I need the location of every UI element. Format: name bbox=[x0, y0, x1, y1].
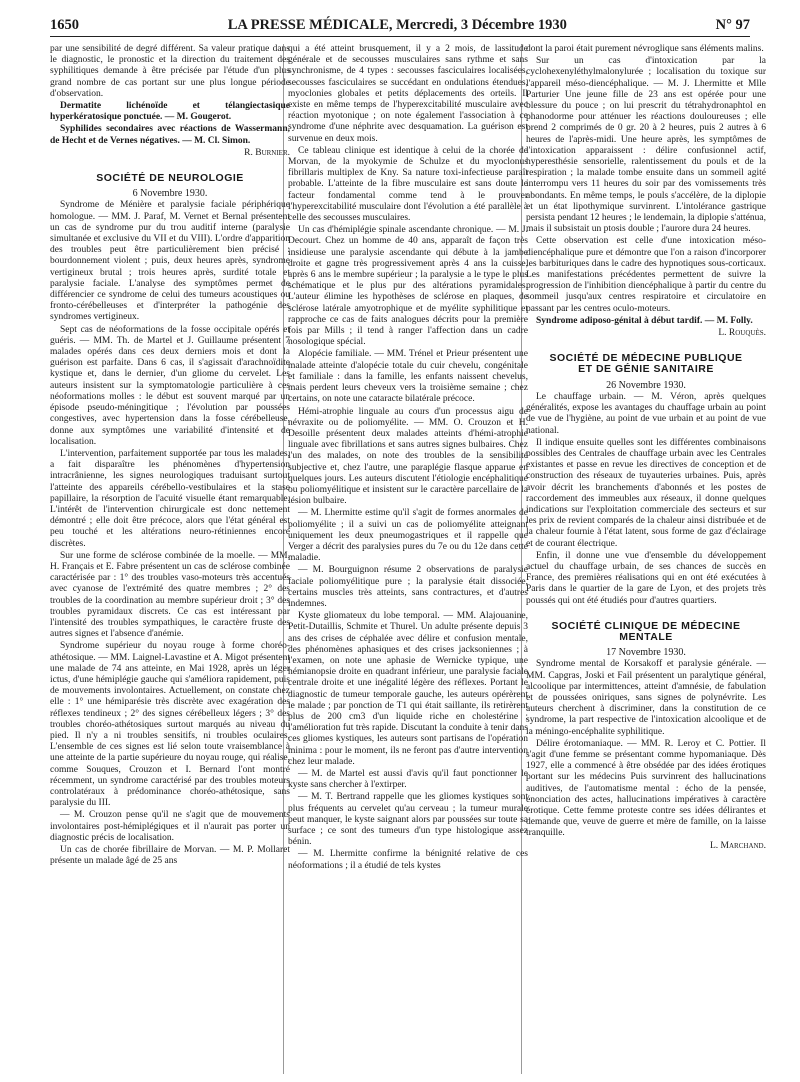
section-date: 26 Novembre 1930. bbox=[606, 379, 686, 391]
paragraph: Le chauffage urbain. — M. Véron, après quelques généralités, expose les avantages du chauffage urbain au point de vue de l'hygiène, au point de vue urbain et au point de vue national. bbox=[526, 391, 766, 436]
paragraph: Cette observation est celle d'une intoxication méso-diencéphalique pure et démontre que l'on a raison d'incorporer les barbituriques dans le cadre des hypnotiques sous-corticaux. Les manifestations précédentes permettent de suivre la progression de l'inhibition diencéphalique à partir du centre du sommeil jusqu'aux centres respiratoire et circulatoire en passant par les centres oculo-moteurs. bbox=[526, 236, 766, 314]
page-number: 1650 bbox=[50, 17, 79, 33]
paragraph: — M. Lhermitte confirme la bénignité relative de ces néoformations ; il a étudié de tels kystes bbox=[288, 849, 528, 871]
section-title-text: SOCIÉTÉ DE NEUROLOGIE bbox=[96, 172, 244, 185]
paragraph: Sur un cas d'intoxication par la cyclohexenyléthylmalonylurée ; localisation du toxique sur l'appareil méso-diencéphalique. — M. J. Lhermitte et Mlle Parturier Une jeune fille de 23 ans est opérée pour une blessure du pouce ; on lui prescrit du tétrahydronaphtol en phanodorme pour atténuer les réactions douloureuses ; elle prend 2 comprimés de 0 gr. 20 à 2 heures, puis 2 autres à 6 heures de l'après-midi. Une heure après, les symptômes de l'intoxication apparaissent : délire confusionnel actif, hyperesthésie sensorielle, ralentissement du pouls et de la respiration ; la malade tombe ensuite dans un sommeil agité interrompu vers 11 heures du soir par des vomissements très abondants. En même temps, le pouls s'accélère, de la diplopie et un état lipothymique survinrent. L'intolérance gastrique persista pendant 12 heures ; le lendemain, la diplopie s'atténua, mais il subsistait un ptosis double ; l'aurore dura 24 heures. bbox=[526, 56, 766, 235]
paragraph: Ce tableau clinique est identique à celui de la chorée de Morvan, de la myokymie de Schulze et du myoclonus fibrillaris multiplex de Kny. Sa nature toxi-infectieuse paraît probable. L'atteinte de la fibre musculaire est sans doute le facteur fondamental comme tend à le prouver l'hyperexcitabilité musculaire dont l'évolution a été parallèle à celle des secousses musculaires. bbox=[288, 145, 528, 224]
signature: R. Burnier. bbox=[244, 147, 290, 158]
paragraph: Syndrome mental de Korsakoff et paralysie générale. — MM. Capgras, Joski et Fail présentent un paralytique général, alcoolique par intermittences, atteint d'amnésie, de fabulation et de poussées oniriques, sans signes de polynévrite. Les auteurs cherchent à discriminer, dans la constitution de ce syndrome, la part respective de l'intoxication alcoolique et de la méningo-encéphalite syphilitique. bbox=[526, 659, 766, 737]
paragraph: Dermatite lichénoïde et télangiectasique hyperkératosique ponctuée. — M. Gougerot. bbox=[50, 101, 290, 123]
paragraph: Sept cas de néoformations de la fosse occipitale opérés et guéris. — MM. Th. de Martel et J. Guillaume présentent 7 malades opérés dans ces deux derniers mois et dont la guérison est parfaite. Dans 6 cas, il s'agissait d'arachnoïdite kystique et, dans le dernier, d'un gliome du cervelet. Les auteurs insistent sur la symptomatologie particulière à ces néoformations molles : le début est souvent marqué par un épisode pseudo-méningitique ; l'évolution par poussées congestives, avec hypertension dans la fosse cérébelleuse, donne aux symptômes une variabilité d'intensité et de localisation. bbox=[50, 324, 290, 447]
column-3 bbox=[526, 44, 766, 1074]
issue-number: N° 97 bbox=[715, 17, 750, 33]
paragraph: — M. Crouzon pense qu'il ne s'agit que de mouvements involontaires post-hémiplégiques et il n'aurait pas porter un diagnostic précis de localisation. bbox=[50, 810, 290, 843]
page-header bbox=[50, 10, 750, 37]
paragraph: par une sensibilité de degré différent. Sa valeur pratique dans le diagnostic, le pronostic et la direction du traitement des syphilitiques demande à être précisée par l'étude d'un plus grand nombre de cas portant sur une plus longue période d'observation. bbox=[50, 44, 290, 99]
paragraph: — M. Lhermitte estime qu'il s'agit de formes anormales de poliomyélite ; il a suivi un cas de poliomyélite atteignant uniquement les deux pneumogastriques et il rappelle que Verger a décrit des paralysies pures du 7e ou du 12e dans cette maladie. bbox=[288, 508, 528, 564]
section-title-text: SOCIÉTÉ CLINIQUE DE MÉDECINE MENTALE bbox=[551, 619, 741, 643]
signature: L. Rouquès. bbox=[718, 328, 766, 339]
paragraph: Syndrome supérieur du noyau rouge à forme choréo-athétosique. — MM. Laignel-Lavastine et A. Migot présentent une malade de 74 ans atteinte, en Mai 1928, après un léger ictus, d'une hémiplégie gauche qui s'améliora rapidement, puis de mouvements involontaires. Actuellement, on constate chez elle : 1° une hémiparésie très discrète avec exagération des réflexes tendineux ; 2° des signes cérébelleux légers ; 3° des troubles choréo-athétosiques surtout marqués au niveau du pied. Il n'y a ni troubles sensitifs, ni troubles oculaires. L'ensemble de ces signes est lié selon toute vraisemblance à une atteinte de la partie supérieure du noyau rouge, qui réalise, comme Souques, Crouzon et I. Bernard l'ont montré récemment, un syndrome caractérisé par des troubles moteurs controlatéraux à prédominance choréo-athétosique, sans paralysie du III. bbox=[50, 641, 290, 809]
section-title bbox=[526, 621, 766, 643]
column-2 bbox=[288, 44, 528, 1074]
section-title-line: ET DE GÉNIE SANITAIRE bbox=[578, 363, 714, 376]
paragraph: Hémi-atrophie linguale au cours d'un processus aigu de névraxite ou de poliomyélite. — MM. O. Crouzon et H. Desoille présentent deux malades atteints d'hémi-atrophie linguale avec fibrillations et sans autres signes bulbaires. Chez l'un des malades, on note des troubles de la sensibilité subjective et, chez l'autre, une paraplégie flasque apparue en quelques jours. Les auteurs discutent l'étiologie encéphalitique ou poliomyélitique et insistent sur le caractère parcellaire de la lésion bulbaire. bbox=[288, 406, 528, 507]
paragraph: Un cas de chorée fibrillaire de Morvan. — M. P. Mollaret présente un malade âgé de 25 ans bbox=[50, 845, 290, 867]
section-date: 17 Novembre 1930. bbox=[606, 647, 686, 659]
section-title-line: SOCIÉTÉ DE MÉDECINE PUBLIQUE bbox=[549, 352, 743, 365]
column-1 bbox=[50, 44, 290, 1074]
signature: L. Marchand. bbox=[710, 840, 766, 851]
paragraph: — M. T. Bertrand rappelle que les gliomes kystiques sont plus fréquents au cervelet qu'au cerveau ; la tumeur murale peut manquer, le kyste saignant alors par poussées sur toute sa surface ; ce sont des tumeurs d'un type histologique assez bénin. bbox=[288, 792, 528, 848]
paragraph: Syndrome de Ménière et paralysie faciale périphérique homologue. — MM. J. Paraf, M. Vernet et Bernal présentent un cas de syndrome pur du trou auditif interne (paralysie simultanée et exclusive du VII et du VIII). L'ordre d'apparition des troubles peut être particulièrement bien précisé : bourdonnement violent ; puis, deux heures après, syndrome vertigineux brutal ; trois heures après, surdité totale et paralysie faciale. L'analyse des symptômes permet de différencier ce syndrome de celui des tumeurs acoustiques ou fronto-cérébelleuses et d'interpréter la pathogénie des syndromes vertigineux. bbox=[50, 200, 290, 323]
paragraph: Délire érotomaniaque. — MM. R. Leroy et C. Pottier. Il s'agit d'une femme se présentant comme hypomaniaque. Dès 1927, elle a commencé à être obsédée par des idées érotiques portant sur les médecins Puis survinrent des hallucinations auditives, de l'automatisme mental : écho de la pensée, énonciation des actes, hallucinations impératives à caractère érotique. Cette femme proteste contre ses idées délirantes et demande que, veuve de guerre et mère de famille, on la laisse tranquille. bbox=[526, 738, 766, 839]
section-date: 6 Novembre 1930. bbox=[132, 188, 208, 200]
paragraph: Enfin, il donne une vue d'ensemble du développement actuel du chauffage urbain, de ses chances de succès en France, des premières réalisations qui en ont été exécutées à Paris dans le quartier de la gare de Lyon, et des projets très poussés qui ont été étudiés pour d'autres quartiers. bbox=[526, 550, 766, 606]
paragraph: qui a été atteint brusquement, il y a 2 mois, de lassitude générale et de secousses musculaires sans rythme et sans synchronisme, de 4 types : secousses fasciculaires localisées, secousses fasciculaires se succédant en ondulations étendues, myoclonies globales et petits déplacements des orteils. Il existe en même temps de l'hyperexcitabilité musculaire avec réaction myotonique ; on note également l'association à ce syndrome d'une néphrite avec desquamation. La guérison est survenue en deux mois. bbox=[288, 44, 528, 144]
paragraph: Sur une forme de sclérose combinée de la moelle. — MM. H. Français et E. Fabre présentent un cas de sclérose combinée caractérisée par : 1° des troubles vaso-moteurs très accentués avec cyanose de l'extrémité des quatre membres ; 2° des troubles de la coordination au membre supérieur droit ; 3° des troubles pyramidaux discrets. Ce cas est intéressant par l'intensité des troubles sympathiques, le caractère fruste des autres signes et l'absence d'anémie. bbox=[50, 550, 290, 640]
paragraph: L'intervention, parfaitement supportée par tous les malades, a fait disparaître les phénomènes d'hypertension intracrânienne, les signes neurologiques traduisant surtout l'atteinte des appareils cérébello-vestibulaires et la stase papillaire, la résorption de l'acuité visuelle étant remarquable. L'intérêt de l'intervention chirurgicale est donc nettement démontré ; elle doit être précoce, alors que l'état général est peu touché et les altérations neuro-rétiniennes encore discrètes. bbox=[50, 448, 290, 549]
paragraph: Syndrome adiposo-génital à début tardif. — M. Folly. bbox=[536, 315, 753, 326]
section-title bbox=[526, 353, 766, 375]
section-title bbox=[50, 173, 290, 184]
paragraph: Syphilides secondaires avec réactions de Wassermann, de Hecht et de Vernes négatives. — M. Cl. Simon. bbox=[50, 124, 290, 146]
paragraph: — M. de Martel est aussi d'avis qu'il faut ponctionner le kyste sans chercher à l'extirper. bbox=[288, 769, 528, 791]
paragraph: — M. Bourguignon résume 2 observations de paralysie faciale poliomyélitique pure ; la paralysie était dissociée, certains muscles très atteints, sans contractures, et d'autres indemnes. bbox=[288, 565, 528, 609]
paragraph: Un cas d'hémiplégie spinale ascendante chronique. — M. J. Decourt. Chez un homme de 40 ans, apparaît de façon très insidieuse une paralysie ascendante qui débute à la jambe droite et gagne très progressivement après 4 ans la cuisse, après 6 ans le membre supérieur ; la paralysie a le type le plus schématique et le plus pur des altérations pyramidales. L'auteur élimine les hypothèses de sclérose en plaques, de sclérose latérale amyotrophique et de myélite syphilitique et rapproche ce cas de faits analogues décrits pour la première fois par Mills ; il tend à ranger l'affection dans un cadre nosologique spécial. bbox=[288, 225, 528, 348]
paragraph: dont la paroi était purement névroglique sans éléments malins. bbox=[526, 44, 764, 54]
journal-title: LA PRESSE MÉDICALE, Mercredi, 3 Décembre 1930 bbox=[227, 17, 567, 33]
paragraph: Il indique ensuite quelles sont les différentes combinaisons possibles des Centrales de chauffage urbain avec les Centrales existantes et passe en revue les directives de conception et de construction des réseaux de tuyauteries urbaines. Puis, après avoir décrit les branchements d'abonnés et les postes de raccordement des immeubles aux réseaux, il donne quelques indications sur l'exploitation commerciale des secteurs et sur les prix de revient comparés de la chaleur ainsi distribuée et de la chaleur fournie à l'état latent, sous forme de gaz d'éclairage et de courant électrique. bbox=[526, 437, 766, 549]
paragraph: Alopécie familiale. — MM. Trénel et Prieur présentent une malade atteinte d'alopécie totale du cuir chevelu, congénitale et familiale : dans la famille, les enfants naissent chevelus, mais perdent leurs cheveux vers la troisième semaine ; chez certains, on note une cataracte bilatérale précoce. bbox=[288, 349, 528, 405]
paragraph: Kyste gliomateux du lobe temporal. — MM. Alajouanine, Petit-Dutaillis, Schmite et Thurel. Un adulte présente depuis 3 ans des crises de céphalée avec délire et confusion mentale, des phénomènes aphasiques et des crises jacksoniennes ; à l'examen, on note une aphasie de Wernicke typique, une hémianopsie droite en quadrant inférieur, une paralysie faciale centrale droite et une inégalité légère des réflexes. Portant le diagnostic de tumeur temporale gauche, les auteurs opérèrent le malade ; par ponction de T1 qui était saillante, ils retirèrent plus de 200 cm3 d'un liquide riche en cholestérine ; l'amélioration fut très rapide. Discutant la conduite à tenir dans ces gliomes kystiques, les auteurs sont partisans de l'opération minima : pour le moment, ils ne feront pas d'autre intervention chez leur malade. bbox=[288, 611, 528, 767]
